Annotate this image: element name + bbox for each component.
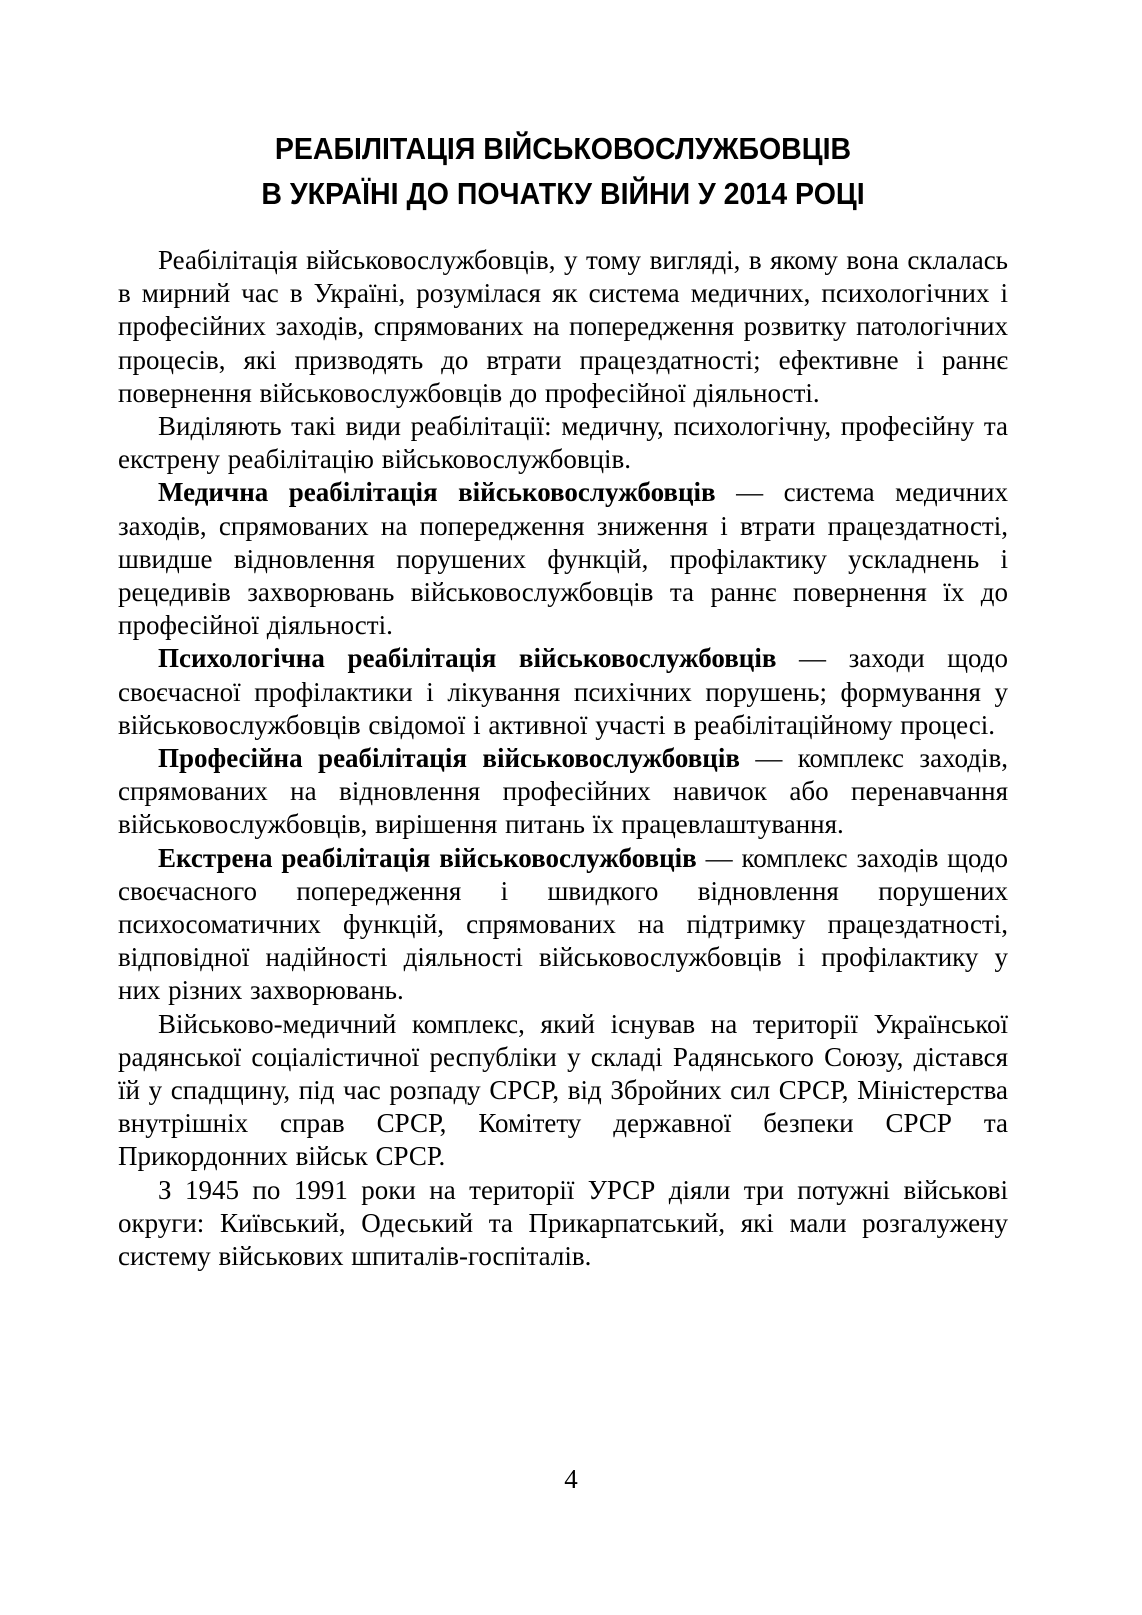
paragraph-military-districts [118, 1174, 1008, 1274]
page-number: 4 [564, 1464, 578, 1494]
paragraph-text: — система медичних заходів, спрямованих на попередження зниження і втрати працездатності, швидше відновлення порушених функцій, профілактику ускладнень і рецедивів захворювань військовослужбовців та раннє повернення їх до професійної діяльності. [118, 477, 1008, 641]
text-block [118, 126, 1008, 1273]
paragraph-lead: Професійна реабілітація військовослужбовців [158, 743, 740, 774]
paragraph-emergency-rehab [118, 842, 1008, 1008]
page-title-line-2: В УКРАЇНІ ДО ПОЧАТКУ ВІЙНИ У 2014 РОЦІ [261, 176, 865, 211]
paragraph-text: — заходи щодо своєчасної профілактики і лікування психічних порушень; формування у військовослужбовців свідомої і активної участі в реабілітаційному процесі. [118, 643, 1008, 740]
paragraph-psychological-rehab [118, 642, 1008, 742]
paragraph-text: — комплекс заходів щодо своєчасного попередження і швидкого відновлення порушених психосоматичних функцій, спрямованих на підтримку працездатності, відповідної надійності діяльності військовослужбовців і профілактику у них різних захворювань. [118, 842, 1008, 1006]
paragraph-text: З 1945 по 1991 роки на території УРСР діяли три потужні військові округи: Київський, Одеський та Прикарпатський, які мали розгалужену систему військових шпиталів-госпіталів. [118, 1174, 1008, 1272]
paragraph-text: Реабілітація військовослужбовців, у тому вигляді, в якому вона склалась в мирний час в Україні, розумілася як система медичних, психологічних і професійних заходів, спрямованих на попередження розвитку патологічних процесів, які призводять до втрати працездатності; ефективне і раннє повернення військовослужбовців до професійної діяльності. [118, 245, 1008, 408]
page-title-line-1: РЕАБІЛІТАЦІЯ ВІЙСЬКОВОСЛУЖБОВЦІВ [274, 131, 852, 166]
paragraph-medical-rehab [118, 476, 1008, 642]
paragraph-lead: Екстрена реабілітація військовослужбовців [158, 842, 697, 873]
paragraph-text: — комплекс заходів, спрямованих на відновлення професійних навичок або перенавчання військовослужбовців, вирішення питань їх працевлаштування. [118, 743, 1008, 840]
page-title [154, 126, 973, 216]
paragraph-military-medical-complex [118, 1008, 1008, 1174]
paragraph-definition-intro [118, 244, 1008, 410]
paragraph-lead: Психологічна реабілітація військовослужбовців [158, 643, 777, 674]
paragraph-rehab-types [118, 410, 1008, 476]
paragraph-text: Військово-медичний комплекс, який існував на території Української радянської соціалістичної республіки у складі Радянського Союзу, дістався їй у спадщину, під час розпаду СРСР, від Збройних сил СРСР, Міністерства внутрішніх справ СРСР, Комітету державної безпеки СРСР та Прикордонних військ СРСР. [118, 1008, 1008, 1172]
paragraph-text: Виділяють такі види реабілітації: медичну, психологічну, професійну та екстрену реабілітацію військовослужбовців. [118, 411, 1008, 475]
paragraph-lead: Медична реабілітація військовослужбовців [158, 477, 716, 508]
paragraph-professional-rehab [118, 742, 1008, 842]
